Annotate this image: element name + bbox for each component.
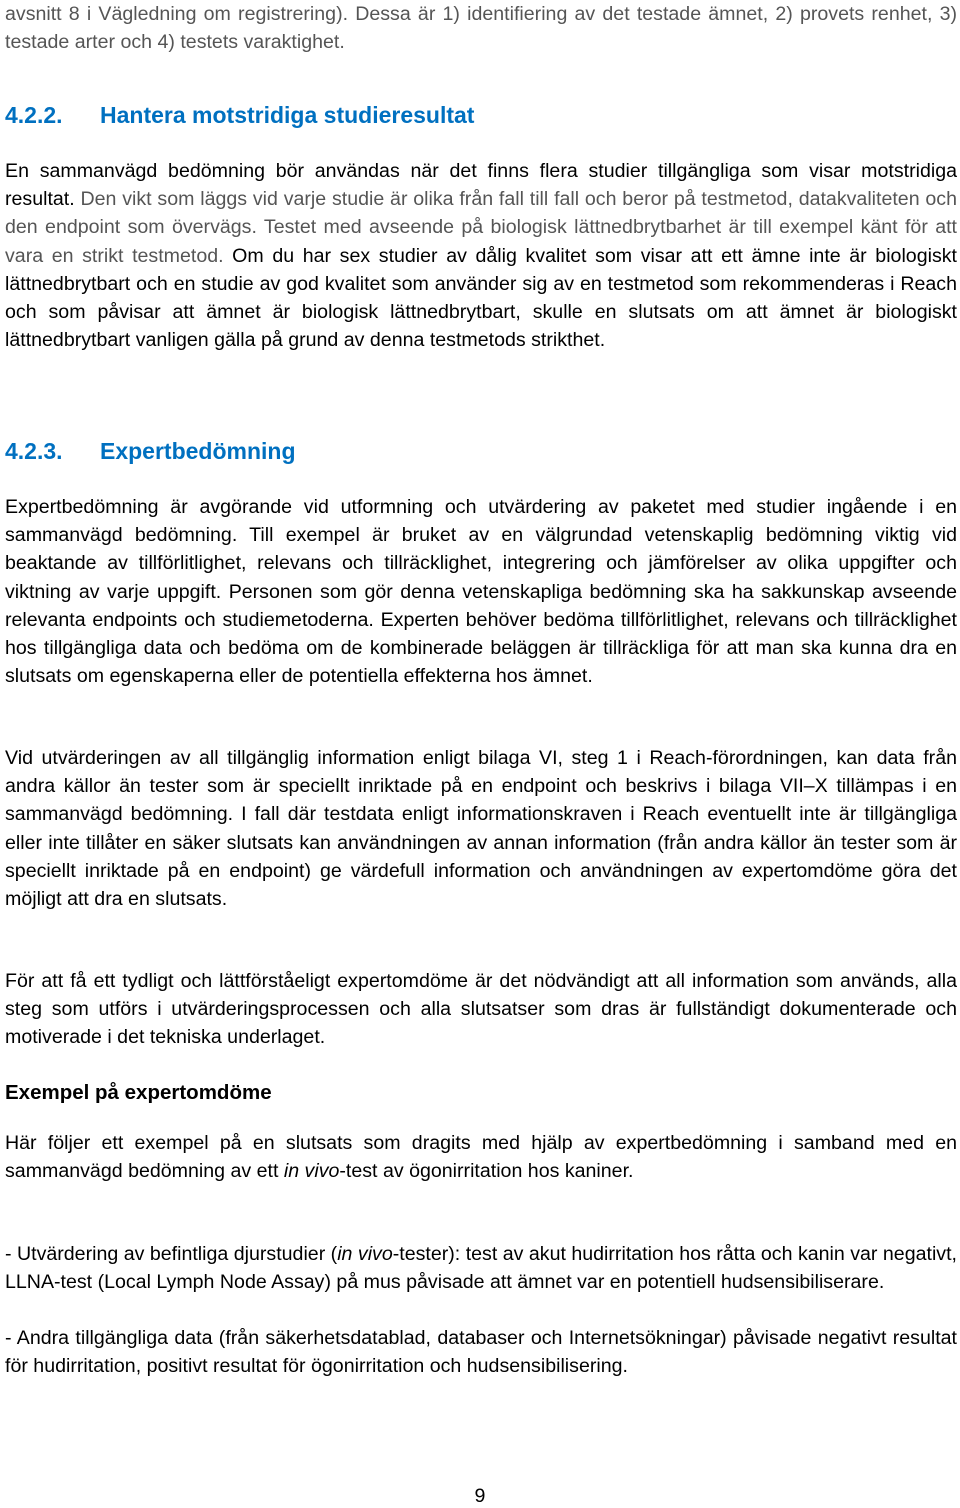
expert-judgement-paragraph: Expertbedömning är avgörande vid utformning och utvärdering av paketet med studier ingående i en sammanvägd bedömning. Till exempel är bruket av en välgrundad vetenskaplig bedömning viktig vid beaktande av tillförlitlighet, relevans och tillräcklighet, integrering och jämförelser av olika uppgifter och viktning av varje uppgift. Personen som gör denna vetenskapliga bedömning ska ha sakkunskap avseende relevanta endpoints och studiemetoderna. Experten behöver bedöma tillförlitlighet, relevans och tillräcklighet hos tillgängliga data och bedöma om de kombinerade beläggen är tillräckliga för att man ska kunna dra en slutsats om egenskaperna eller de potentiella effekterna hos ämnet. xyxy=(5,496,957,688)
paragraph-part: Om du har sex studier av dålig kvalitet som visar att ett ämne inte är biologiskt lättnedbrytbart och en studie av god kvalitet som använder sig av en testmetod som rekommenderas i Reach och som påvisar att ämnet är biologisk lättnedbrytbart, skulle en slutsats om att ämnet är biologiskt lättnedbrytbart vanligen gälla på grund av denna testmetods strikthet. xyxy=(5,244,957,352)
example-heading: Exempel på expertomdöme xyxy=(5,1081,272,1104)
paragraph-part: En sammanvägd bedömning bör användas när det finns flera studier tillgängliga som visar motstridiga resultat. xyxy=(5,160,957,211)
section-title: Hantera motstridiga studieresultat xyxy=(100,102,475,128)
section-number: 4.2.3. xyxy=(5,438,63,464)
italic-run: in vivo xyxy=(337,1243,393,1265)
section-heading-4-2-3 xyxy=(5,437,957,465)
section-title: Expertbedömning xyxy=(100,438,296,464)
text-run: -tester): test av akut hudirritation hos råtta och kanin var negativt, LLNA-test (Local Lymph Node Assay) på mus påvisade att ämnet var en potentiell hudsensibiliserare. xyxy=(5,1243,957,1294)
text-run: -test av ögonirritation hos kaniner. xyxy=(339,1160,634,1183)
conflicting-results-paragraph xyxy=(5,157,957,354)
paragraph-part: Den vikt som läggs vid varje studie är olika från fall till fall och beror på testmetod, datakvaliteten och den endpoint som övervägs. Testet med avseende på biologisk lättnedbrytbarhet är till exempel känt för att vara en strikt testmetod. xyxy=(5,188,957,267)
example-intro-paragraph xyxy=(5,1129,957,1185)
section-number: 4.2.2. xyxy=(5,102,63,128)
text-run: - Utvärdering av befintliga djurstudier ( xyxy=(5,1243,338,1265)
annex-vi-paragraph: Vid utvärderingen av all tillgänglig information enligt bilaga VI, steg 1 i Reach-förordningen, kan data från andra källor än tester som är speciellt inriktade på en endpoint och beskrivs i bilaga VII–X tillämpas i en sammanvägd bedömning. I fall där testdata enligt informationskraven i Reach eventuellt inte är tillgängliga eller inte tillåter en säker slutsats kan användningen av annan information (från andra källor än tester som är speciellt inriktade på en endpoint) ge värdefull information och användningen av expertomdöme göra det möjligt att dra en slutsats. xyxy=(5,747,957,911)
example-bullet-animal-studies xyxy=(5,1240,957,1296)
italic-run: in vivo xyxy=(283,1160,340,1183)
section-heading-4-2-2 xyxy=(5,101,957,129)
intro-paragraph: avsnitt 8 i Vägledning om registrering). Dessa är 1) identifiering av det testade ämnet, 2) provets renhet, 3) testade arter och 4) testets varaktighet. xyxy=(5,3,957,54)
page-number: 9 xyxy=(474,1485,486,1507)
example-bullet-other-data: - Andra tillgängliga data (från säkerhetsdatablad, databaser och Internetsökningar) påvisade negativt resultat för hudirritation, positivt resultat för ögonirritation och hudsensibilisering. xyxy=(5,1327,957,1378)
text-run: Här följer ett exempel på en slutsats som dragits med hjälp av expertbedömning i samband med en sammanvägd bedömning av ett xyxy=(5,1132,957,1183)
documentation-paragraph: För att få ett tydligt och lättförståeligt expertomdöme är det nödvändigt att all information som används, alla steg som utförs i utvärderingsprocessen och alla slutsatser som dras är fullständigt dokumenterade och motiverade i det tekniska underlaget. xyxy=(5,970,957,1049)
